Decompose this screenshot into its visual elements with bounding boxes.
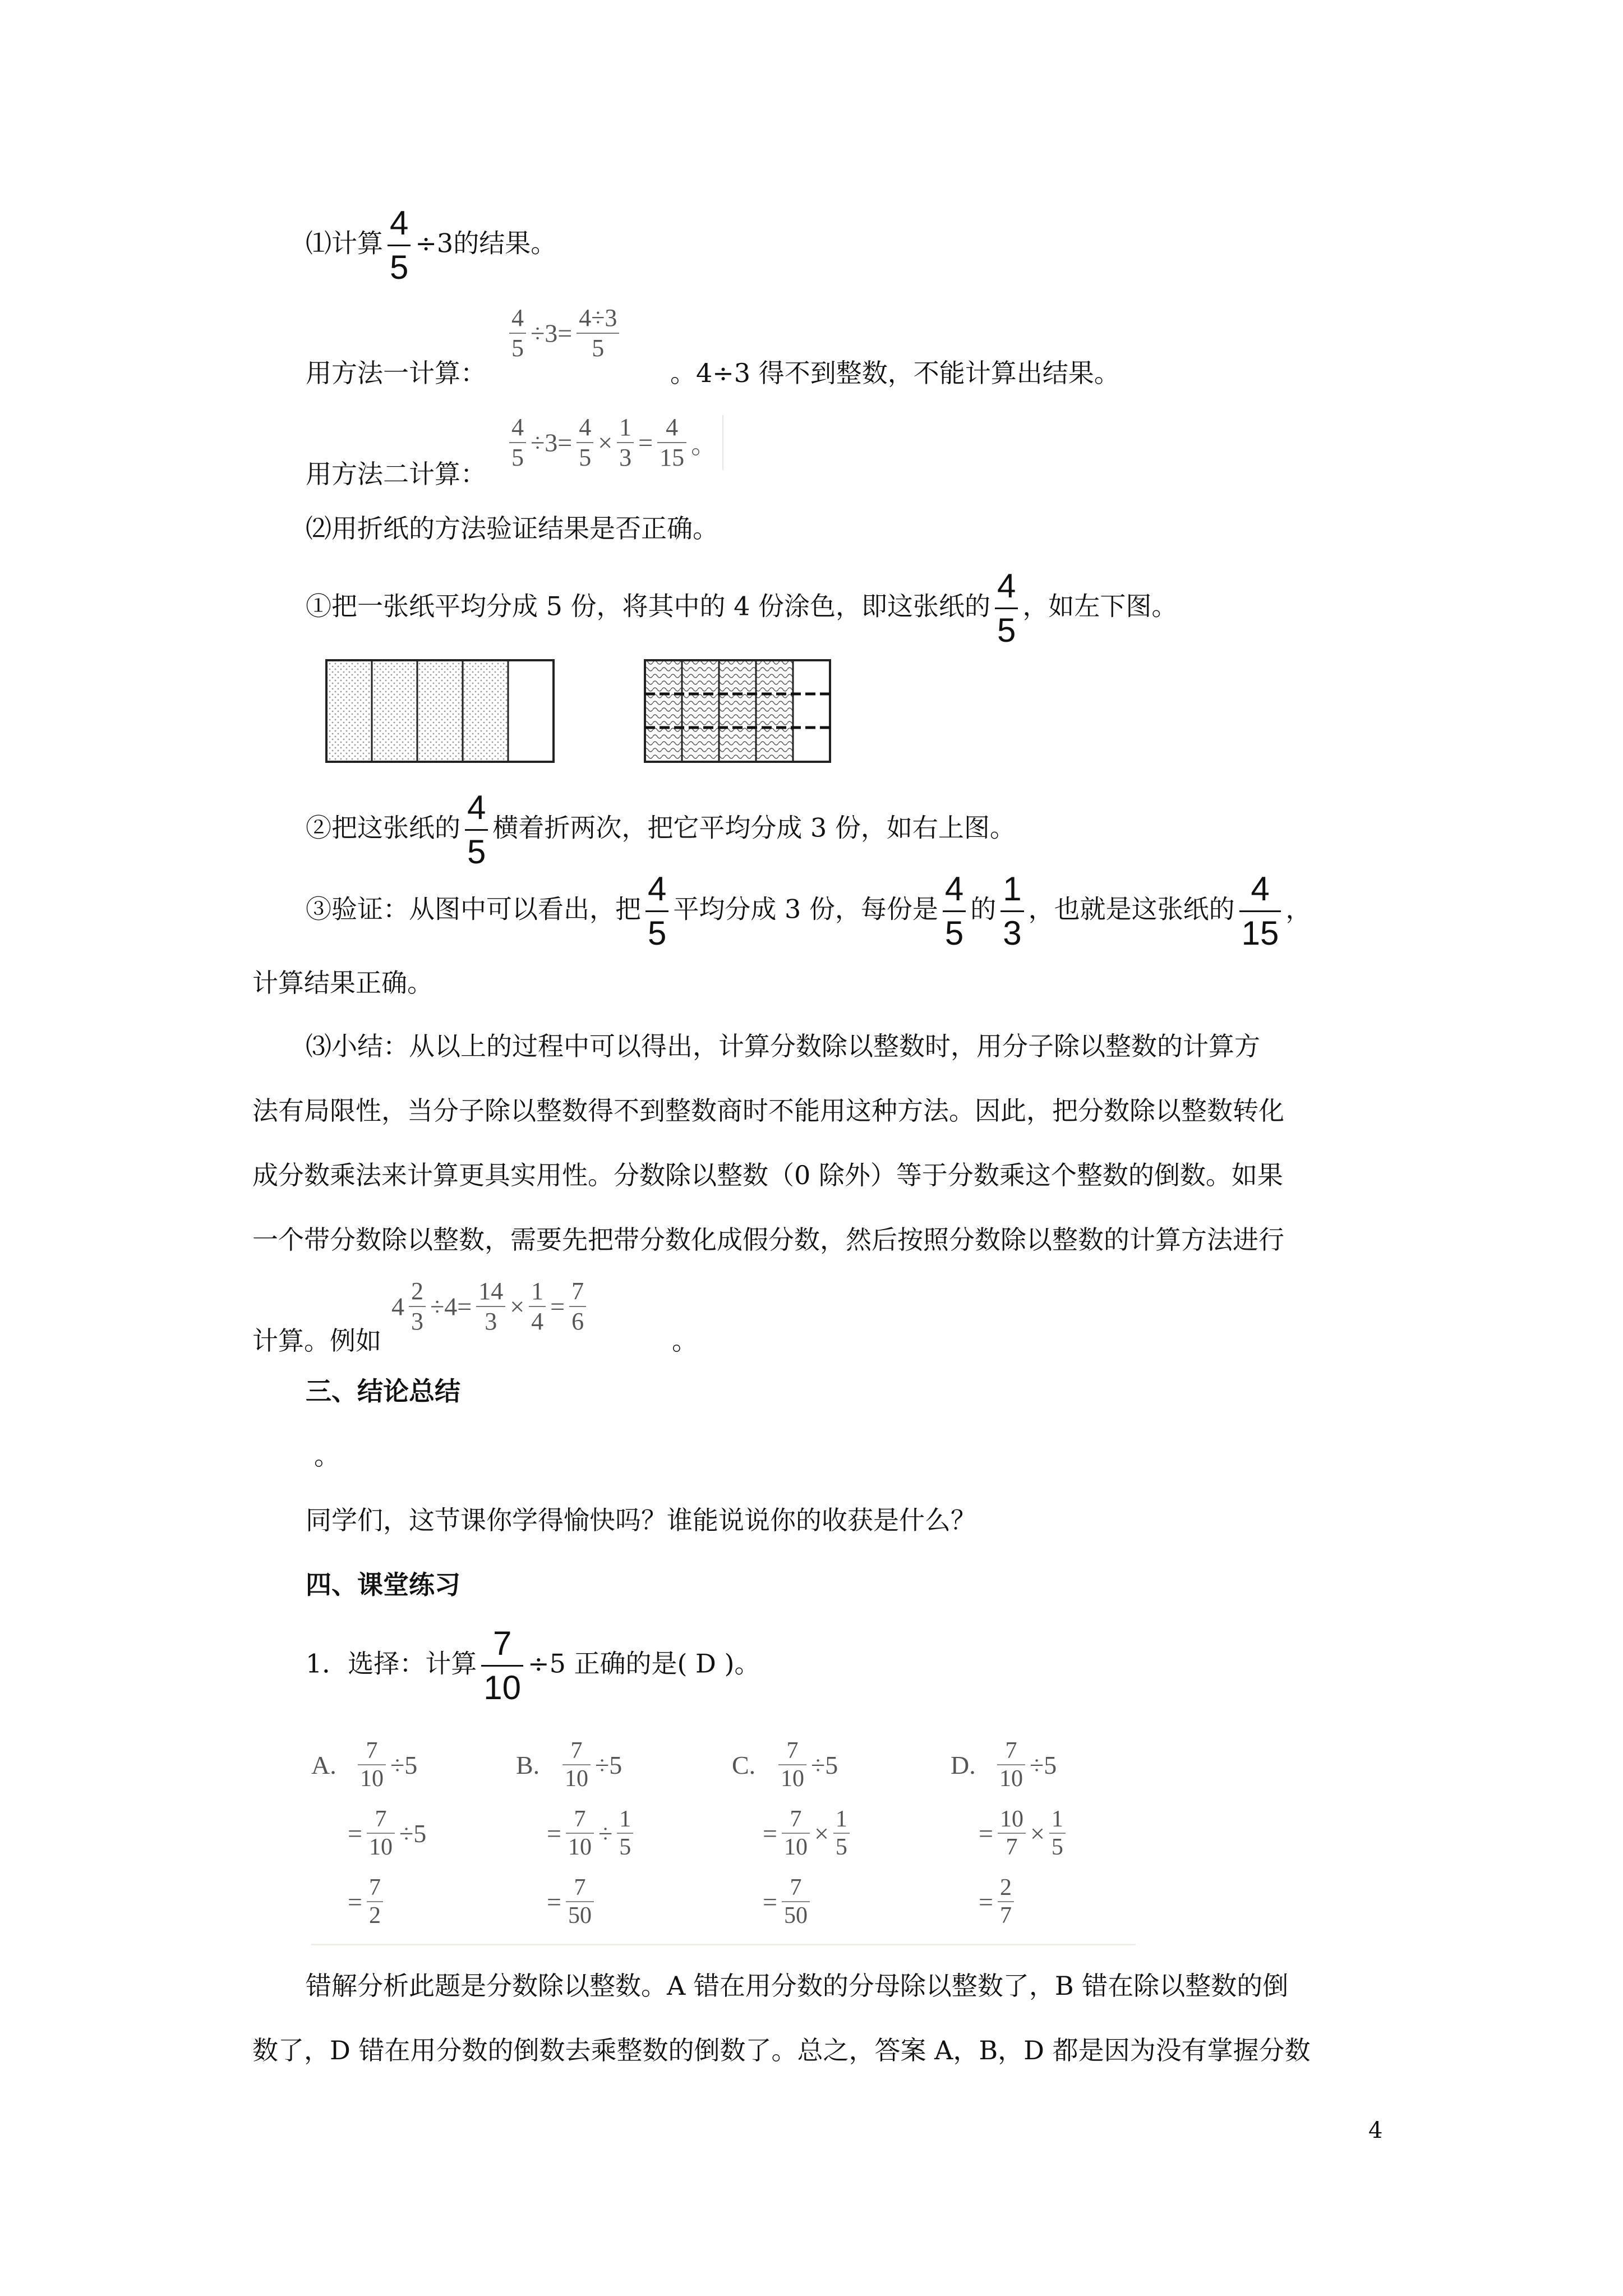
summary-line-3: 成分数乘法来计算更具实用性。分数除以整数（0 除外）等于分数乘这个整数的倒数。如果 — [252, 1160, 1283, 1190]
method2-formula-image: $\frac{4}{5}$ ÷3= $\frac{4}{5}$ × $\frac{1}{3}$ = $\frac{4}{15}$ 。 — [505, 415, 723, 470]
step1-line: ①把一张纸平均分成 5 份，将其中的 4 份涂色，即这张纸的 $\frac{4}{5}$ ，如左下图。 — [306, 567, 1178, 649]
analysis-line-2: 数了，D 错在用分数的倒数去乘整数的倒数了。总之，答案 A，B，D 都是因为没有掌握分数 — [252, 2035, 1311, 2065]
method2-label: 用方法二计算： — [306, 459, 486, 489]
paper-right-diagram — [644, 659, 832, 763]
fraction: $\frac{1}{3}$ — [1000, 872, 1023, 950]
choice-b: B. $\frac{7}{10}$ ÷5 = $\frac{7}{10}$ ÷ $\frac{1}{5}$ = $\frac{7}{50}$ — [516, 1731, 707, 1936]
choices-image — [311, 1731, 1136, 1945]
method1-formula-image: $\frac{4}{5}$ ÷3= $\frac{4\div 3}{5}$ — [505, 306, 624, 361]
page-number: 4 — [1368, 2118, 1383, 2143]
fraction: $\frac{4}{5}$ — [943, 872, 966, 950]
summary-line-1: ⑶小结：从以上的过程中可以得出，计算分数除以整数时，用分子除以整数的计算方 — [306, 1031, 1260, 1061]
summary-line-2: 法有局限性，当分子除以整数得不到整数商时不能用这种方法。因此，把分数除以整数转化 — [252, 1096, 1284, 1126]
section-4-title: 四、课堂练习 — [306, 1570, 460, 1600]
step2-line: ②把这张纸的 $\frac{4}{5}$ 横着折两次，把它平均分成 3 份，如右上图。 — [306, 789, 1016, 871]
fraction: $\frac{7}{10}$ — [481, 1627, 523, 1705]
summary-end: 。 — [672, 1326, 698, 1356]
fraction: $\frac{4}{15}$ — [1239, 872, 1281, 950]
exercise-1-line: 1．选择：计算 $\frac{7}{10}$ ÷5 正确的是( D )。 — [306, 1625, 760, 1706]
choice-c: C. $\frac{7}{10}$ ÷5 = $\frac{7}{10}$ × $\frac{1}{5}$ = $\frac{7}{50}$ — [732, 1731, 923, 1936]
analysis-line-1: 错解分析此题是分数除以整数。A 错在用分数的分母除以整数了，B 错在除以整数的倒 — [306, 1971, 1289, 2001]
summary-line-5: 计算。例如 — [252, 1326, 381, 1356]
choice-a: A. $\frac{7}{10}$ ÷5 = $\frac{7}{10}$ ÷5 = $\frac{7}{2}$ — [311, 1738, 427, 1929]
method1-label: 用方法一计算： — [306, 358, 486, 388]
q2-line: ⑵用折纸的方法验证结果是否正确。 — [306, 513, 718, 544]
fraction: $\frac{4}{5}$ — [465, 791, 488, 869]
step3-line: ③验证：从图中可以看出，把 $\frac{4}{5}$ 平均分成 3 份，每份是 $\frac{4}{5}$ 的 $\frac{1}{3}$ ，也就是这张纸的 $\frac{4}{15}$ ， — [306, 870, 1312, 952]
choice-d: D. $\frac{7}{10}$ ÷5 = $\frac{10}{7}$ × $\frac{1}{5}$ = $\frac{2}{7}$ — [951, 1731, 1141, 1936]
section-3-text: 同学们，这节课你学得愉快吗？谁能说说你的收获是什么？ — [306, 1505, 976, 1535]
fraction: $\frac{4}{5}$ — [995, 569, 1018, 647]
step3-line2: 计算结果正确。 — [252, 968, 433, 998]
paper-left-diagram — [325, 659, 555, 763]
method1-tail: 。4÷3 得不到整数，不能计算出结果。 — [670, 358, 1120, 388]
section-3-dot: 。 — [314, 1441, 340, 1471]
mixed-number-example-image: 4 $\frac{2}{3}$ ÷4= $\frac{14}{3}$ × $\frac{1}{4}$ = $\frac{7}{6}$ — [391, 1279, 591, 1334]
fraction: $\frac{4}{5}$ — [388, 206, 411, 284]
summary-line-4: 一个带分数除以整数，需要先把带分数化成假分数，然后按照分数除以整数的计算方法进行 — [252, 1225, 1284, 1255]
section-3-title: 三、结论总结 — [306, 1376, 460, 1406]
fraction: $\frac{4}{5}$ — [645, 872, 668, 950]
q1-line: ⑴计算 $\frac{4}{5}$ ÷3的结果。 — [306, 204, 557, 286]
